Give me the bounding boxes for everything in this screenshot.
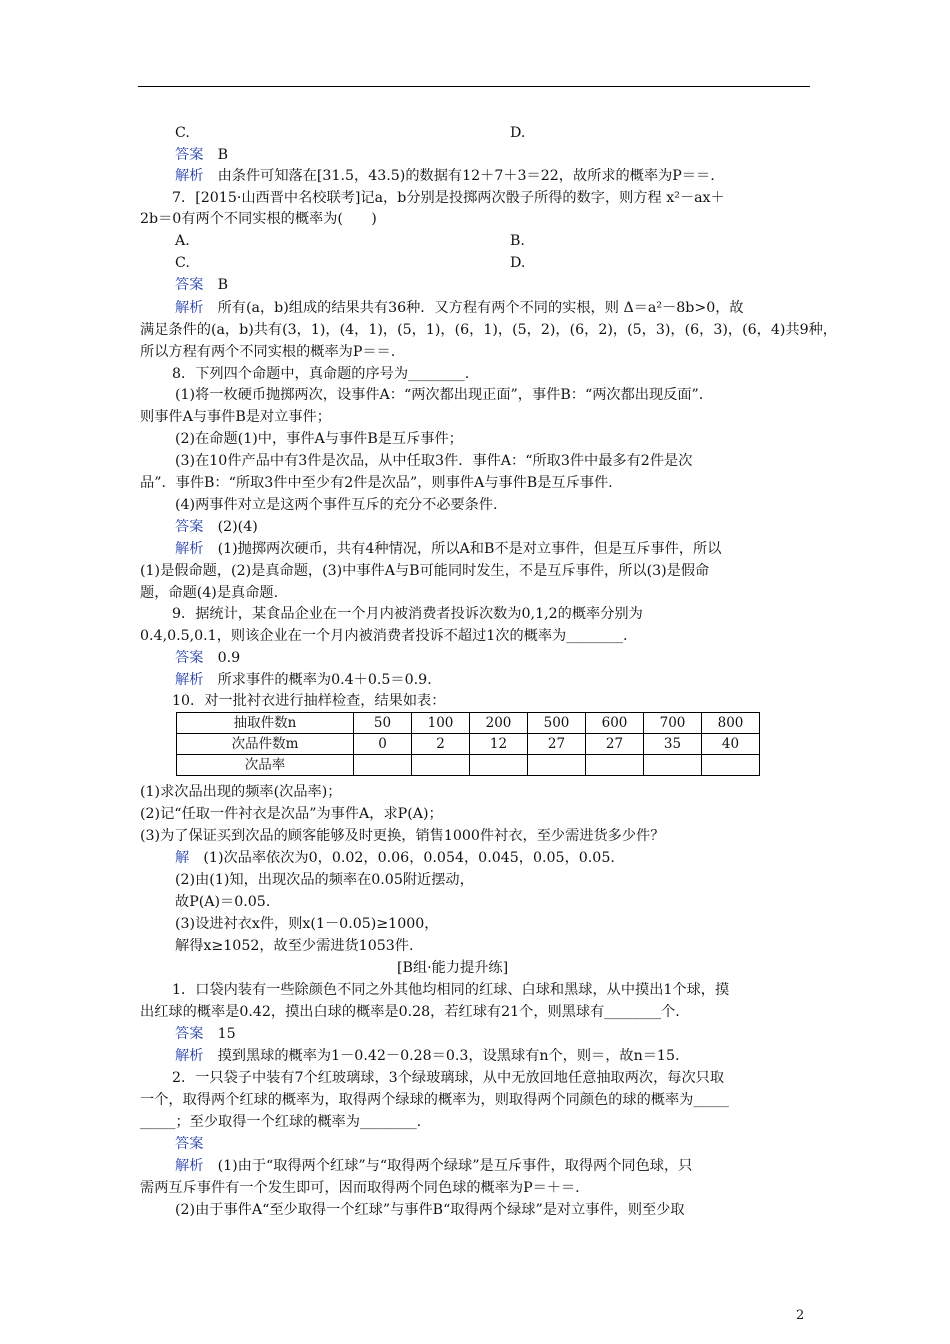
question-line: 2．一只袋子中装有7个红玻璃球，3个绿玻璃球，从中无放回地任意抽取两次，每次只取 — [172, 1070, 725, 1086]
solution-line: 故P(A)＝0.05. — [175, 894, 271, 910]
analysis-label: 解析 — [175, 168, 204, 184]
answer-text: 0.9 — [203, 650, 241, 666]
answer-line — [175, 648, 240, 668]
question-line: 品”．事件B：“所取3件中至少有2件是次品”，则事件A与事件B是互斥事件. — [140, 475, 613, 491]
table-cell: 27 — [586, 734, 644, 755]
table-cell: 50 — [354, 713, 412, 734]
solution-line: (2)由(1)知，出现次品的频率在0.05附近摆动， — [175, 872, 474, 888]
table-cell: 35 — [644, 734, 702, 755]
question-line: (1)求次品出现的频率(次品率)； — [140, 784, 342, 800]
question-line: 10．对一批衬衣进行抽样检查，结果如表： — [172, 693, 446, 709]
table-cell: 100 — [412, 713, 470, 734]
table-cell — [586, 755, 644, 776]
answer-label: 答案 — [175, 277, 204, 293]
question-line: 8．下列四个命题中，真命题的序号为________. — [172, 366, 470, 382]
table-cell: 2 — [412, 734, 470, 755]
question-line: (3)为了保证买到次品的顾客能够及时更换，销售1000件衬衣，至少需进货多少件？ — [140, 828, 665, 844]
analysis-label: 解析 — [175, 1158, 204, 1174]
question-line: _____；至少取得一个红球的概率为________. — [140, 1114, 422, 1130]
answer-text: 15 — [203, 1026, 236, 1042]
answer-line — [175, 275, 228, 295]
answer-line — [175, 517, 258, 537]
option-c: C. — [175, 125, 190, 141]
question-line: 一个，取得两个红球的概率为，取得两个绿球的概率为，则取得两个同颜色的球的概率为_____ — [140, 1092, 729, 1108]
option-row — [510, 123, 525, 143]
answer-label: 答案 — [175, 1026, 204, 1042]
option-a: A. — [175, 233, 190, 249]
analysis-line: 需两互斥事件有一个发生即可，因而取得两个同色球的概率为P＝＋＝. — [140, 1180, 580, 1196]
solution-line: 解得x≥1052，故至少需进货1053件. — [175, 938, 414, 954]
option-c: C. — [175, 255, 190, 271]
table-row-header: 抽取件数n — [177, 713, 354, 734]
analysis-line: 所以方程有两个不同实根的概率为P＝＝. — [140, 344, 396, 360]
analysis-label: 解析 — [175, 300, 204, 316]
analysis-text: 所有(a，b)组成的结果共有36种．又方程有两个不同的实根，则 Δ＝a²－8b>0，故 — [203, 300, 744, 316]
question-line: (3)在10件产品中有3件是次品，从中任取3件．事件A：“所取3件中最多有2件是次 — [175, 453, 693, 469]
table-cell: 600 — [586, 713, 644, 734]
table-cell — [354, 755, 412, 776]
table-cell: 27 — [528, 734, 586, 755]
question-line: 则事件A与事件B是对立事件； — [140, 409, 331, 425]
table-cell: 700 — [644, 713, 702, 734]
table-cell: 12 — [470, 734, 528, 755]
analysis-text: 摸到黑球的概率为1－0.42－0.28＝0.3，设黑球有n个，则＝，故n＝15. — [203, 1048, 680, 1064]
table-row-header: 次品率 — [177, 755, 354, 776]
table-row — [177, 734, 760, 755]
solution-line — [175, 848, 615, 868]
question-line: (1)将一枚硬币抛掷两次，设事件A：“两次都出现正面”，事件B：“两次都出现反面”． — [175, 387, 713, 403]
answer-label: 答案 — [175, 1136, 204, 1152]
table-cell: 800 — [702, 713, 760, 734]
answer-label: 答案 — [175, 519, 204, 535]
question-line: 9．据统计，某食品企业在一个月内被消费者投诉次数为0,1,2的概率分别为 — [172, 606, 643, 622]
table-cell: 0 — [354, 734, 412, 755]
analysis-line — [175, 166, 715, 186]
analysis-line: 满足条件的(a，b)共有(3，1)，(4，1)，(5，1)，(6，1)，(5，2)，(6，2)，(5，3)，(6，3)，(6，4)共9种， — [140, 322, 837, 338]
question-line: (4)两事件对立是这两个事件互斥的充分不必要条件. — [175, 497, 498, 513]
question-line: (2)在命题(1)中，事件A与事件B是互斥事件； — [175, 431, 463, 447]
header-rule — [138, 86, 810, 87]
table-row — [177, 713, 760, 734]
table-row-header: 次品件数m — [177, 734, 354, 755]
option-row — [175, 123, 190, 143]
analysis-line: (1)是假命题，(2)是真命题，(3)中事件A与B可能同时发生，不是互斥事件，所以(3)是假命 — [140, 563, 710, 579]
table-cell — [644, 755, 702, 776]
analysis-line — [175, 670, 432, 690]
sampling-table — [176, 712, 760, 776]
solution-text: (1)次品率依次为0，0.02，0.06，0.054，0.045，0.05，0.05. — [189, 850, 615, 866]
analysis-line — [175, 1046, 680, 1066]
solution-line: (3)设进衬衣x件，则x(1－0.05)≥1000， — [175, 916, 439, 932]
option-d: D. — [510, 125, 526, 141]
table-cell: 40 — [702, 734, 760, 755]
answer-label: 答案 — [175, 650, 204, 666]
solution-label: 解 — [175, 850, 190, 866]
analysis-text: (1)抛掷两次硬币，共有4种情况，所以A和B不是对立事件，但是互斥事件，所以 — [203, 541, 722, 557]
question-line: 出红球的概率是0.42，摸出白球的概率是0.28，若红球有21个，则黑球有________个. — [140, 1004, 680, 1020]
table-row — [177, 755, 760, 776]
table-cell: 200 — [470, 713, 528, 734]
analysis-label: 解析 — [175, 672, 204, 688]
answer-label: 答案 — [175, 147, 204, 163]
table-cell — [470, 755, 528, 776]
question-line: 2b＝0有两个不同实根的概率为( ) — [140, 211, 377, 227]
answer-line — [175, 145, 228, 165]
answer-text: B — [203, 147, 229, 163]
analysis-label: 解析 — [175, 541, 204, 557]
answer-text: (2)(4) — [203, 519, 258, 535]
analysis-text: (1)由于“取得两个红球”与“取得两个绿球”是互斥事件，取得两个同色球，只 — [203, 1158, 693, 1174]
analysis-line: (2)由于事件A“至少取得一个红球”与事件B“取得两个绿球”是对立事件，则至少取 — [175, 1202, 685, 1218]
answer-line — [175, 1024, 236, 1044]
table-cell — [528, 755, 586, 776]
answer-text: B — [203, 277, 229, 293]
question-line: 0.4,0.5,0.1，则该企业在一个月内被消费者投诉不超过1次的概率为________. — [140, 628, 628, 644]
analysis-line: 题，命题(4)是真命题. — [140, 585, 279, 601]
question-line: 7．[2015·山西晋中名校联考]记a，b分别是投掷两次骰子所得的数字，则方程 x²－ax＋ — [172, 190, 725, 206]
analysis-line — [175, 539, 721, 559]
analysis-text: 所求事件的概率为0.4＋0.5＝0.9. — [203, 672, 432, 688]
analysis-label: 解析 — [175, 1048, 204, 1064]
section-heading: [B组·能力提升练] — [397, 960, 509, 976]
analysis-line — [175, 1156, 692, 1176]
analysis-text: 由条件可知落在[31.5，43.5)的数据有12＋7＋3＝22，故所求的概率为P＝＝. — [203, 168, 715, 184]
table-cell — [412, 755, 470, 776]
question-line: 1．口袋内装有一些除颜色不同之外其他均相同的红球、白球和黑球，从中摸出1个球，摸 — [172, 982, 730, 998]
question-line: (2)记“任取一件衬衣是次品”为事件A，求P(A)； — [140, 806, 443, 822]
answer-line — [175, 1134, 203, 1154]
table-cell: 500 — [528, 713, 586, 734]
analysis-line — [175, 298, 744, 318]
option-d: D. — [510, 255, 526, 271]
table-cell — [702, 755, 760, 776]
page-number: 2 — [796, 1308, 805, 1323]
option-b: B. — [510, 233, 525, 249]
